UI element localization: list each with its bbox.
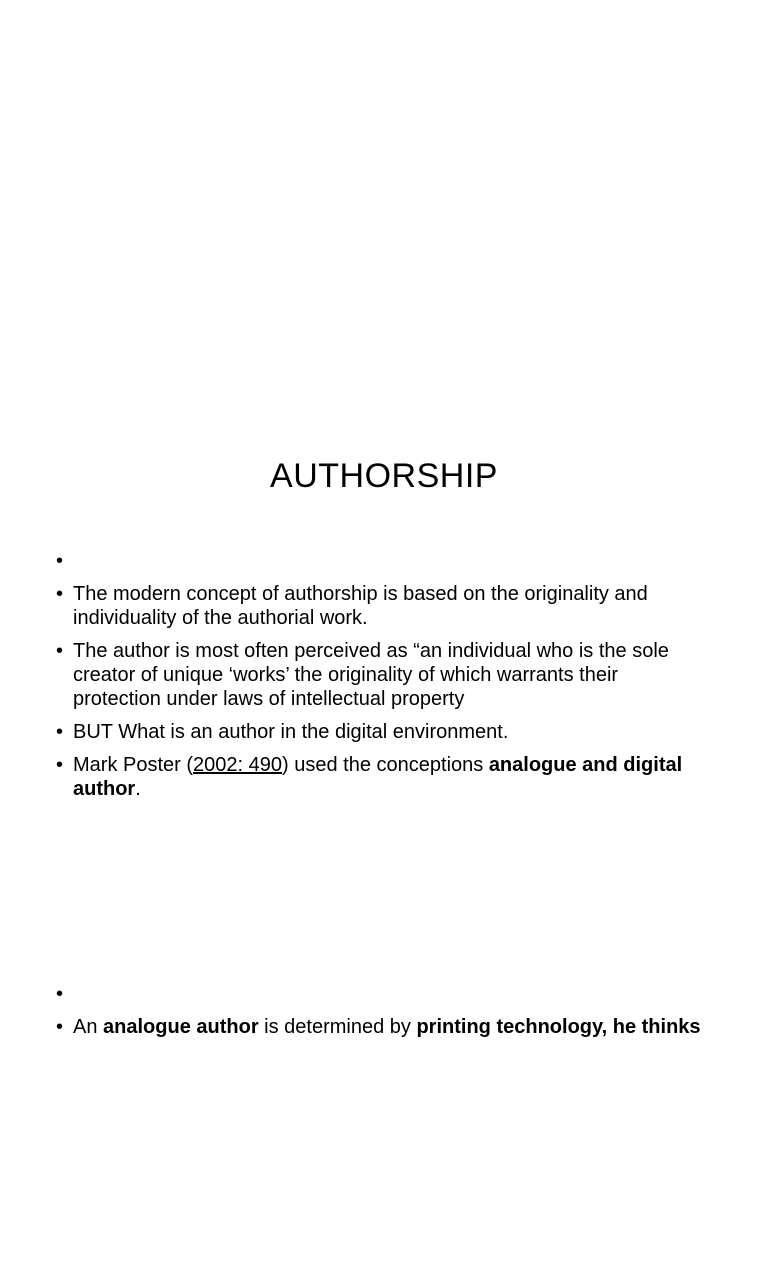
bullet-list [56,549,706,810]
bullet-text-d: printing technology [416,1016,602,1038]
slide-2 [0,976,768,1276]
slide-title: AUTHORSHIP [270,457,498,495]
bullet-text-a: An [73,1016,104,1038]
list-item [56,549,706,573]
list-item [56,753,706,801]
bullet-icon: • [56,550,64,572]
list-item [56,982,706,1006]
bullet-text-c: is determined by [258,1016,417,1038]
list-item [56,720,706,744]
bullet-icon: • [56,983,64,1005]
bullet-icon: • [56,583,64,605]
bullet-text-b: analogue author [103,1016,259,1038]
citation-link[interactable]: 2002: 490 [193,754,283,776]
bullet-text: The modern concept of authorship is based on the originality and individuality of the authorial work. [73,583,648,629]
bullet-text-bold: analogue and digital author [73,754,683,800]
bullet-icon: • [56,1016,64,1038]
bullet-text-middle: ) used the conceptions [282,754,489,776]
bullet-icon: • [56,721,64,743]
bullet-text-prefix: Mark Poster ( [73,754,194,776]
bullet-text-e: , he thinks [601,1016,701,1038]
list-item [56,1015,706,1039]
bullet-text-suffix: . [135,778,141,800]
list-item [56,639,706,711]
bullet-text: The author is most often perceived as “an individual who is the sole creator of unique ‘works’ the originality of which warrants their protection under laws of intellectual property [73,640,669,710]
bullet-icon: • [56,640,64,662]
bullet-icon: • [56,754,64,776]
bullet-text: BUT What is an author in the digital environment. [73,721,509,743]
bullet-list [56,982,706,1048]
list-item [56,582,706,630]
